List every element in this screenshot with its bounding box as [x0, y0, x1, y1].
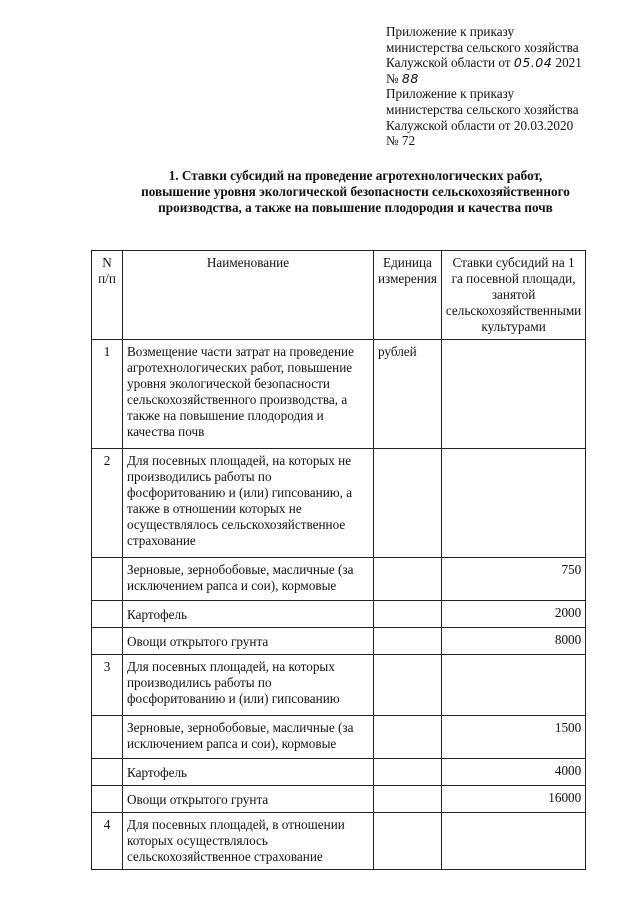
- column-header-number: N п/п: [92, 251, 123, 340]
- row-number: [92, 759, 123, 786]
- header-line: № 72: [386, 133, 416, 149]
- row-unit: [374, 558, 442, 601]
- row-name: Зерновые, зернобобовые, масличные (за исключением рапса и сои), кормовые: [123, 716, 374, 759]
- table-row: [92, 340, 586, 449]
- column-header-unit: Единица измерения: [374, 251, 442, 340]
- table-row: [92, 786, 586, 813]
- header-line: Приложение к приказу: [386, 86, 515, 102]
- row-name: Овощи открытого грунта: [123, 786, 374, 813]
- table-row: [92, 628, 586, 655]
- row-number: [92, 628, 123, 655]
- header-line: Приложение к приказу: [386, 24, 515, 39]
- table-body: [92, 340, 586, 870]
- row-rate: 8000: [441, 628, 585, 655]
- row-name: Зерновые, зернобобовые, масличные (за исключением рапса и сои), кормовые: [123, 558, 374, 601]
- row-rate: 2000: [441, 601, 585, 628]
- row-name: Для посевных площадей, на которых производились работы по фосфоритованию и (или) гипсованию: [123, 655, 374, 716]
- row-unit: [374, 759, 442, 786]
- row-name: Картофель: [123, 759, 374, 786]
- row-unit: рублей: [374, 340, 442, 449]
- handwritten-number: 88: [401, 70, 419, 86]
- column-header-rate: Ставки субсидий на 1 га посевной площади, занятой сельскохозяйственными культурами: [441, 251, 585, 340]
- table-row: [92, 558, 586, 601]
- row-number: [92, 786, 123, 813]
- row-name: Картофель: [123, 601, 374, 628]
- row-unit: [374, 813, 442, 870]
- row-rate: 750: [441, 558, 585, 601]
- row-unit: [374, 716, 442, 759]
- row-rate: 1500: [441, 716, 585, 759]
- header-line: [386, 71, 626, 87]
- header-line: министерства сельского хозяйства: [386, 39, 579, 55]
- header-line: [386, 55, 626, 71]
- header-number-label: №: [386, 70, 402, 86]
- row-name: Овощи открытого грунта: [123, 628, 374, 655]
- row-rate: [441, 449, 585, 558]
- row-number: 3: [92, 655, 123, 716]
- row-unit: [374, 655, 442, 716]
- row-name: Для посевных площадей, на которых не производились работы по фосфоритованию и (или) гипсованию, а также в отношении которых не осуществлялось сельскохозяйственное страхование: [123, 449, 374, 558]
- row-rate: 16000: [441, 786, 585, 813]
- header-line-text: Калужской области от: [386, 55, 514, 71]
- document-title: 1. Ставки субсидий на проведение агротехнологических работ, повышение уровня экологической безопасности сельскохозяйственного производства, а также на повышение плодородия и качества почв: [141, 168, 570, 216]
- row-number: [92, 716, 123, 759]
- row-name: Для посевных площадей, в отношении которых осуществлялось сельскохозяйственное страхование: [123, 813, 374, 870]
- row-unit: [374, 786, 442, 813]
- table-row: [92, 759, 586, 786]
- row-rate: [441, 340, 585, 449]
- row-number: 4: [92, 813, 123, 870]
- row-unit: [374, 449, 442, 558]
- header-line: министерства сельского хозяйства: [386, 101, 579, 117]
- table-row: [92, 449, 586, 558]
- column-header-name: Наименование: [123, 251, 374, 340]
- row-number: [92, 601, 123, 628]
- row-number: 2: [92, 449, 123, 558]
- header-year: 2021: [552, 55, 582, 71]
- table-row: [92, 716, 586, 759]
- subsidy-rates-table: [91, 250, 586, 870]
- table-row: [92, 601, 586, 628]
- header-line: Калужской области от 20.03.2020: [386, 117, 574, 133]
- row-unit: [374, 601, 442, 628]
- row-number: [92, 558, 123, 601]
- row-rate: [441, 655, 585, 716]
- row-rate: 4000: [441, 759, 585, 786]
- table-row: [92, 813, 586, 870]
- table-header-row: [92, 251, 586, 340]
- row-name: Возмещение части затрат на проведение агротехнологических работ, повышение уровня экологической безопасности сельскохозяйственного производства, а также на повышение плодородия и качества почв: [123, 340, 374, 449]
- row-unit: [374, 628, 442, 655]
- table-row: [92, 655, 586, 716]
- order-reference-block: [386, 24, 626, 149]
- row-number: 1: [92, 340, 123, 449]
- handwritten-date: 05.04: [513, 55, 553, 71]
- row-rate: [441, 813, 585, 870]
